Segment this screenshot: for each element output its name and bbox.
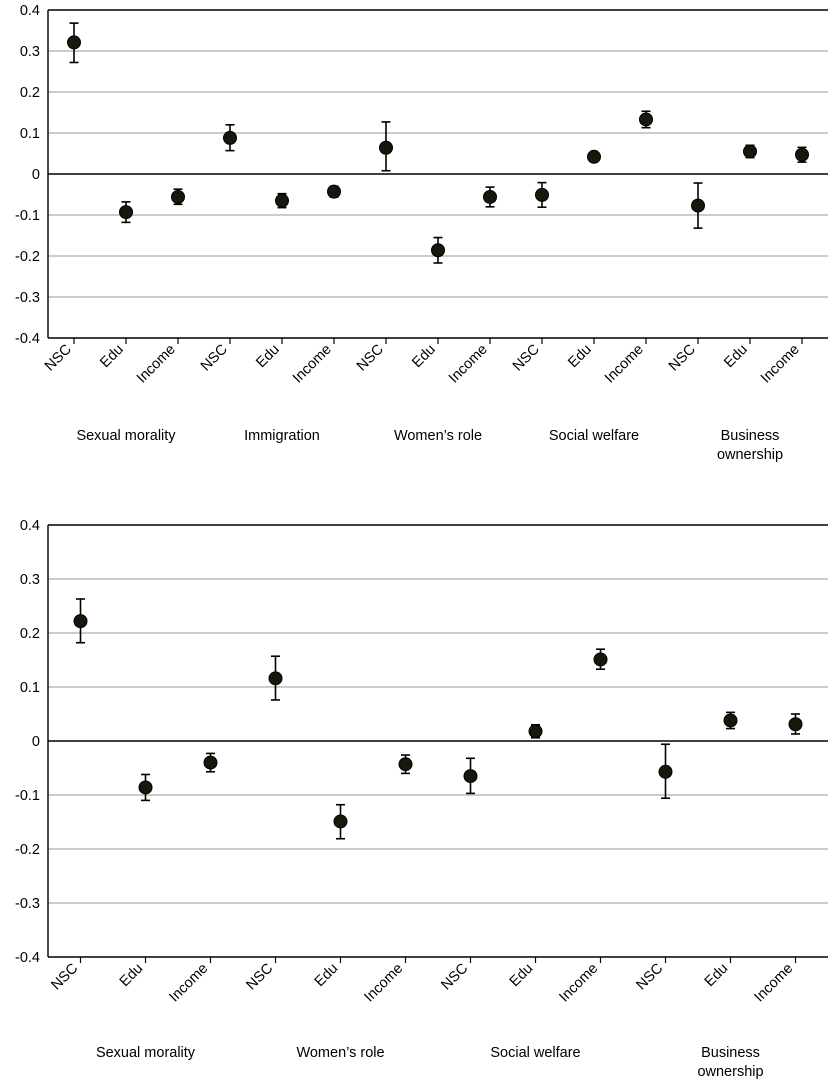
data-point-group [724, 712, 737, 728]
x-axis-category-label: Income [361, 960, 407, 1006]
x-axis-category-label: Edu [701, 960, 732, 991]
group-label: Women’s role [296, 1045, 385, 1061]
x-axis-category-label: NSC [353, 341, 387, 375]
y-axis-tick-label: -0.4 [15, 331, 40, 347]
data-point-group [399, 755, 412, 773]
top-chart-svg [0, 0, 833, 480]
group-label: Business [720, 428, 780, 444]
data-point-group [594, 649, 607, 669]
data-point-group [484, 187, 497, 207]
y-axis-tick-label: -0.2 [15, 249, 40, 265]
x-axis-category-label: Income [166, 960, 212, 1006]
data-point-group [120, 202, 133, 223]
point-marker [399, 758, 412, 771]
group-label: ownership [716, 447, 784, 463]
x-axis-category-label: Edu [253, 341, 283, 372]
x-axis-category-label: Edu [311, 960, 342, 991]
x-axis-category-label: NSC [41, 341, 75, 375]
data-point-group [139, 774, 152, 800]
y-axis-tick-label: -0.2 [15, 842, 40, 858]
group-label: Sexual morality [76, 428, 176, 444]
x-axis-category-label: Income [556, 960, 602, 1006]
y-axis-tick-label: -0.3 [15, 896, 40, 912]
x-axis-category-label: NSC [438, 960, 472, 994]
point-marker [204, 756, 217, 769]
y-axis-tick-label: 0.4 [19, 3, 40, 19]
point-marker [328, 185, 341, 198]
top-plot-area [0, 0, 833, 480]
point-marker [724, 714, 737, 727]
point-marker [380, 141, 393, 154]
x-axis-category-label: NSC [197, 341, 231, 375]
y-axis-tick-label: 0.3 [19, 44, 40, 60]
point-marker [789, 718, 802, 731]
group-label: Immigration [244, 428, 320, 444]
y-axis-tick-label: -0.4 [15, 950, 40, 966]
data-point-group [588, 150, 601, 163]
x-axis-category-label: NSC [48, 960, 82, 994]
x-axis-category-label: Edu [506, 960, 537, 991]
data-point-group [380, 122, 393, 171]
y-axis-tick-label: 0.2 [19, 85, 40, 101]
data-point-group [744, 145, 757, 158]
point-marker [484, 190, 497, 203]
point-marker [692, 199, 705, 212]
x-axis-category-label: NSC [633, 960, 667, 994]
y-axis-tick-label: -0.1 [15, 788, 40, 804]
x-axis-category-label: NSC [665, 341, 699, 375]
x-axis-category-label: Income [757, 341, 803, 387]
group-label: ownership [697, 1064, 764, 1080]
x-axis-category-label: Edu [409, 341, 439, 372]
data-point-group [276, 194, 289, 208]
data-point-group [640, 111, 653, 127]
x-axis-category-label: Edu [116, 960, 147, 991]
x-axis-category-label: Edu [565, 341, 595, 372]
x-axis-category-label: NSC [509, 341, 543, 375]
point-marker [594, 653, 607, 666]
y-axis-tick-label: 0.3 [19, 572, 40, 588]
point-marker [432, 244, 445, 257]
data-point-group [464, 758, 477, 793]
y-axis-tick-label: 0.1 [19, 126, 40, 142]
data-point-group [269, 656, 282, 700]
data-point-group [789, 714, 802, 734]
data-point-group [334, 805, 347, 839]
bottom-chart-svg [0, 495, 833, 1085]
x-axis-category-label: Income [133, 341, 179, 387]
x-axis-category-label: Income [289, 341, 335, 387]
y-axis-tick-label: 0 [31, 734, 40, 750]
x-axis-category-label: Income [445, 341, 491, 387]
group-label: Social welfare [548, 428, 640, 444]
point-marker [796, 148, 809, 161]
point-marker [588, 150, 601, 163]
y-axis-tick-label: 0 [31, 167, 40, 183]
data-point-group [68, 23, 81, 62]
y-axis-tick-label: 0.2 [19, 626, 40, 642]
point-marker [640, 113, 653, 126]
point-marker [659, 765, 672, 778]
x-axis-category-label: Edu [97, 341, 127, 372]
point-marker [68, 36, 81, 49]
bottom-plot-area [0, 495, 833, 1085]
group-label: Business [701, 1045, 760, 1061]
chart-panel-top [0, 0, 833, 480]
data-point-group [692, 183, 705, 228]
point-marker [120, 206, 133, 219]
data-point-group [172, 189, 185, 204]
y-axis-tick-label: 0.4 [19, 518, 40, 534]
data-point-group [74, 599, 87, 643]
point-marker [74, 615, 87, 628]
point-marker [269, 672, 282, 685]
data-point-group [659, 744, 672, 798]
data-point-group [796, 147, 809, 162]
point-marker [276, 194, 289, 207]
point-marker [172, 190, 185, 203]
data-point-group [432, 238, 445, 263]
y-axis-tick-label: -0.3 [15, 290, 40, 306]
x-axis-category-label: Income [751, 960, 797, 1006]
data-point-group [328, 185, 341, 198]
group-label: Sexual morality [95, 1045, 196, 1061]
point-marker [334, 815, 347, 828]
chart-panel-bottom [0, 495, 833, 1085]
data-point-group [536, 183, 549, 208]
point-marker [464, 770, 477, 783]
data-point-group [204, 753, 217, 771]
data-point-group [224, 125, 237, 151]
y-axis-tick-label: -0.1 [15, 208, 40, 224]
point-marker [139, 781, 152, 794]
data-point-group [529, 725, 542, 738]
x-axis-category-label: Income [601, 341, 647, 387]
x-axis-category-label: Edu [721, 341, 751, 372]
point-marker [224, 131, 237, 144]
x-axis-category-label: NSC [243, 960, 277, 994]
group-label: Women’s role [393, 428, 483, 444]
point-marker [529, 725, 542, 738]
y-axis-tick-label: 0.1 [19, 680, 40, 696]
point-marker [536, 188, 549, 201]
point-marker [744, 145, 757, 158]
group-label: Social welfare [490, 1045, 581, 1061]
